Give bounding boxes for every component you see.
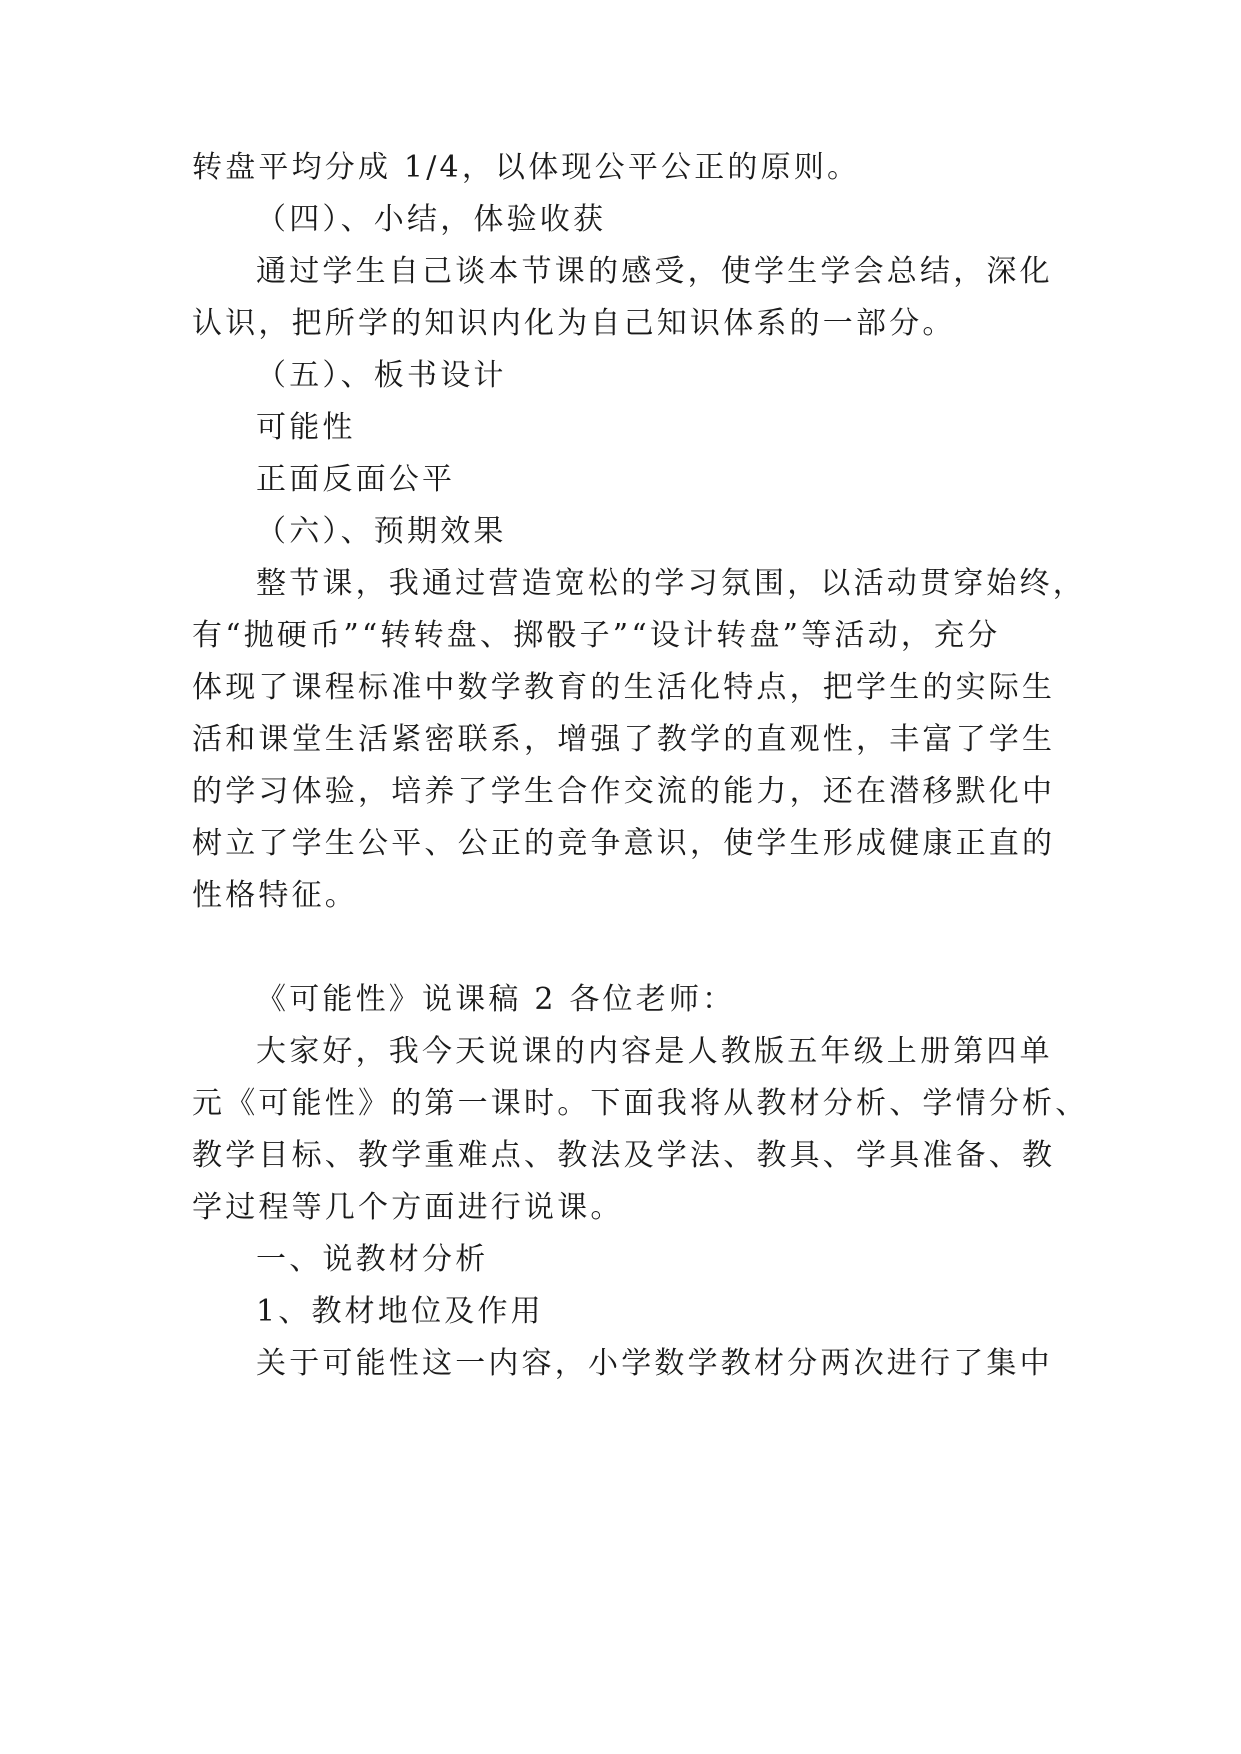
text-line: 教学目标、教学重难点、教法及学法、教具、学具准备、教: [192, 1138, 1056, 1173]
document-title: 《可能性》说课稿 2 各位老师：: [256, 982, 736, 1017]
subsection-heading: 1、教材地位及作用: [256, 1294, 544, 1329]
text-line: 体现了课程标准中数学教育的生活化特点，把学生的实际生: [192, 670, 1056, 705]
text-line: 活和课堂生活紧密联系，增强了教学的直观性，丰富了学生: [192, 722, 1056, 757]
section-heading: （六）、预期效果: [256, 514, 507, 549]
text-line: 元《可能性》的第一课时。下面我将从教材分析、学情分析、: [192, 1086, 1089, 1121]
text-line: 树立了学生公平、公正的竞争意识，使学生形成健康正直的: [192, 826, 1056, 861]
section-heading: 一、说教材分析: [256, 1242, 489, 1277]
text-line: 正面反面公平: [256, 462, 456, 497]
text-line: 认识，把所学的知识内化为自己知识体系的一部分。: [192, 306, 956, 341]
text-line: 整节课，我通过营造宽松的学习氛围，以活动贯穿始终，: [256, 566, 1086, 601]
text-line: 可能性: [256, 410, 356, 445]
text-line: 有“抛硬币”“转转盘、掷骰子”“设计转盘”等活动，充分: [192, 618, 1001, 653]
text-line: 关于可能性这一内容，小学数学教材分两次进行了集中: [256, 1346, 1053, 1381]
section-heading: （四）、小结，体验收获: [256, 202, 607, 237]
text-line: 通过学生自己谈本节课的感受，使学生学会总结，深化: [256, 254, 1053, 289]
text-line: 大家好，我今天说课的内容是人教版五年级上册第四单: [256, 1034, 1053, 1069]
text-line: 学过程等几个方面进行说课。: [192, 1190, 624, 1225]
text-line: 性格特征。: [192, 878, 358, 913]
section-heading: （五）、板书设计: [256, 358, 507, 393]
text-line: 转盘平均分成 1/4，以体现公平公正的原则。: [192, 150, 861, 185]
text-line: 的学习体验，培养了学生合作交流的能力，还在潜移默化中: [192, 774, 1056, 809]
